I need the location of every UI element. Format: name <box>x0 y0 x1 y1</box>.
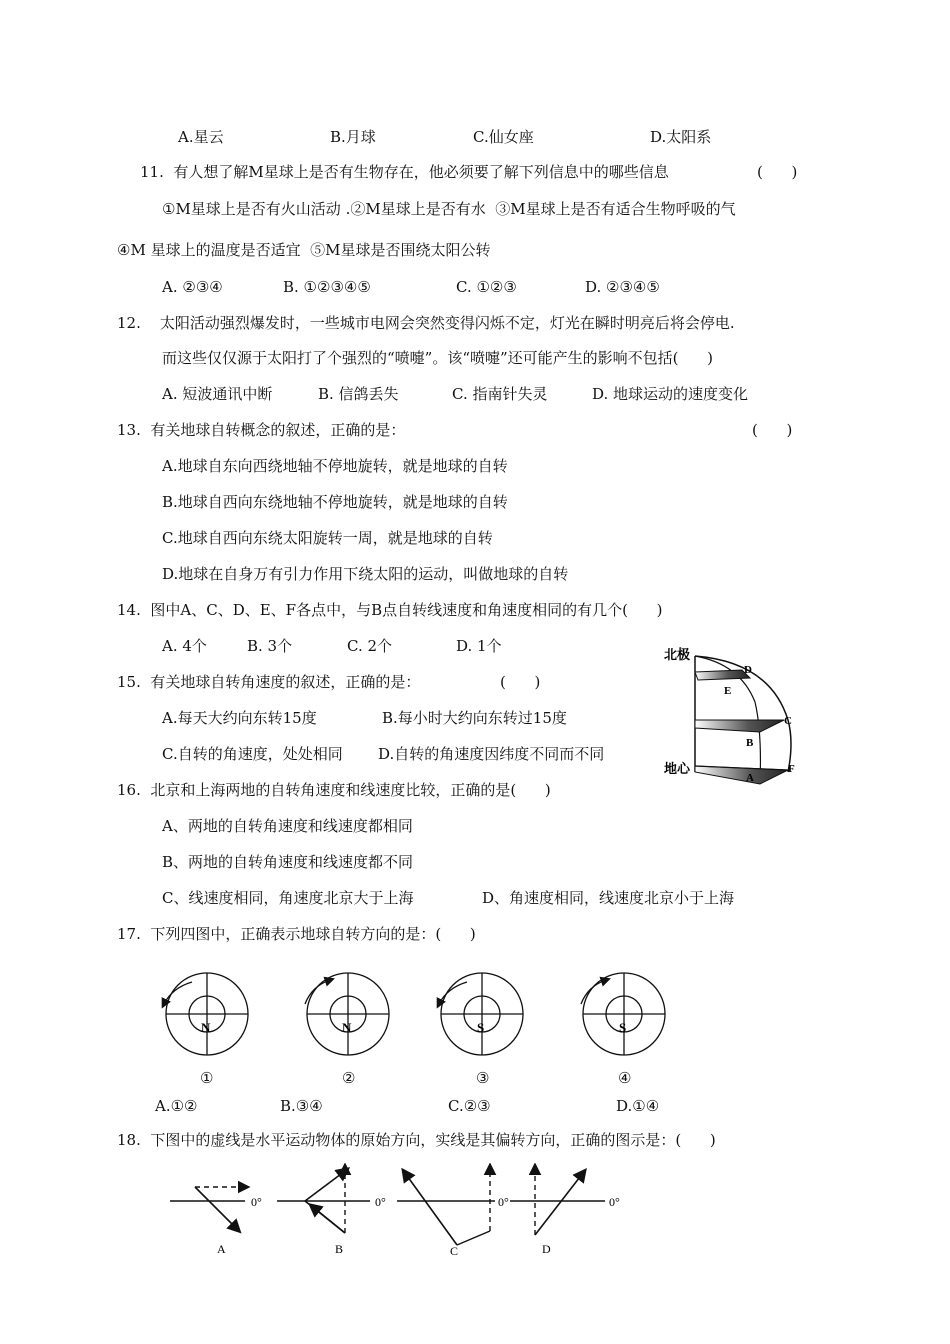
diagram-number-2: ② <box>342 1069 356 1087</box>
q13-option-d: D.地球在自身万有引力作用下绕太阳的运动，叫做地球的自转 <box>162 565 569 583</box>
q13-answer-paren: ( ) <box>752 421 793 439</box>
earth-center-label: 地心 <box>664 761 691 776</box>
q14-option-d: D. 1个 <box>456 637 502 655</box>
point-c-label: C <box>784 715 792 727</box>
diagram-label-d: D <box>542 1242 551 1256</box>
q13-option-c: C.地球自西向东绕太阳旋转一周，就是地球的自转 <box>162 529 493 547</box>
q18-stem: 18. 下图中的虚线是水平运动物体的原始方向，实线是其偏转方向，正确的图示是：( ) <box>117 1131 716 1149</box>
diagram-4 <box>581 973 665 1055</box>
q13-option-b: B.地球自西向东绕地轴不停地旋转，就是地球的自转 <box>162 493 508 511</box>
q12-stem-line2: 而这些仅仅源于太阳打了个强烈的“喷嚏”。该“喷嚏”还可能产生的影响不包括( ) <box>162 349 713 367</box>
point-a-label: A <box>746 772 754 784</box>
q12-option-b: B. 信鸽丢失 <box>318 385 399 403</box>
q10-option-b: B.月球 <box>330 128 376 146</box>
q12-option-d: D. 地球运动的速度变化 <box>592 385 749 403</box>
zero-degree-a: 0° <box>251 1195 262 1209</box>
q13-option-a: A.地球自东向西绕地轴不停地旋转，就是地球的自转 <box>162 457 508 475</box>
q16-option-c: C、线速度相同，角速度北京大于上海 <box>162 889 414 907</box>
q13-stem: 13. 有关地球自转概念的叙述，正确的是： <box>117 421 406 439</box>
q10-option-a: A.星云 <box>178 128 224 146</box>
q17-option-c: C.②③ <box>448 1097 491 1115</box>
diagram-2 <box>305 973 389 1055</box>
q11-option-a: A. ②③④ <box>162 278 223 296</box>
q15-option-b: B.每小时大约向东转过15度 <box>382 709 567 727</box>
zero-degree-d: 0° <box>609 1195 620 1209</box>
q17-option-b: B.③④ <box>280 1097 323 1115</box>
q10-option-c: C.仙女座 <box>473 128 534 146</box>
diagram-1 <box>164 973 248 1055</box>
diagram-number-3: ③ <box>476 1069 490 1087</box>
deflection-diagram-a <box>170 1187 245 1229</box>
diagram-label-a: A <box>217 1242 226 1256</box>
diagram-number-4: ④ <box>618 1069 632 1087</box>
diagram-label-b: B <box>335 1242 344 1256</box>
q17-stem: 17. 下列四图中，正确表示地球自转方向的是：( ) <box>117 925 476 943</box>
point-d-label: D <box>744 664 752 676</box>
q17-option-d: D.①④ <box>616 1097 660 1115</box>
zero-degree-c: 0° <box>498 1195 509 1209</box>
rotation-direction-diagrams <box>150 966 680 1062</box>
zero-degree-b: 0° <box>375 1195 386 1209</box>
point-e-label: E <box>724 685 732 697</box>
q12-stem-line1: 12. 太阳活动强烈爆发时，一些城市电网会突然变得闪烁不定，灯光在瞬时明亮后将会停电. <box>117 314 735 332</box>
q12-option-a: A. 短波通讯中断 <box>162 385 273 403</box>
north-pole-label: 北极 <box>664 647 691 662</box>
q14-stem: 14. 图中A、C、D、E、F各点中，与B点自转线速度和角速度相同的有几个( ) <box>117 601 663 619</box>
diagram-3 <box>439 973 523 1055</box>
pole-label-3: S <box>477 1020 485 1035</box>
q14-option-b: B. 3个 <box>247 637 293 655</box>
q11-option-b: B. ①②③④⑤ <box>283 278 371 296</box>
pole-label-2: N <box>342 1020 352 1035</box>
q12-option-c: C. 指南针失灵 <box>452 385 548 403</box>
q15-option-d: D.自转的角速度因纬度不同而不同 <box>378 745 605 763</box>
q15-stem: 15. 有关地球自转角速度的叙述，正确的是： <box>117 673 421 691</box>
q11-answer-paren: ( ) <box>757 163 798 181</box>
deflection-diagrams <box>165 1163 635 1263</box>
q14-option-c: C. 2个 <box>347 637 393 655</box>
pole-label-4: S <box>619 1020 627 1035</box>
q15-option-a: A.每天大约向东转15度 <box>162 709 317 727</box>
q16-option-a: A、两地的自转角速度和线速度都相同 <box>162 817 413 835</box>
pole-label-1: N <box>201 1020 211 1035</box>
diagram-number-1: ① <box>200 1069 214 1087</box>
q10-option-d: D.太阳系 <box>650 128 712 146</box>
earth-rotation-section-diagram <box>660 642 810 792</box>
q11-items-line1: ①M星球上是否有火山活动 .②M星球上是否有水 ③M星球上是否有适合生物呼吸的气 <box>162 200 736 218</box>
q15-answer-paren: ( ) <box>500 673 541 691</box>
q11-items-line2: ④M 星球上的温度是否适宜 ⑤M星球是否围绕太阳公转 <box>117 241 491 259</box>
point-b-label: B <box>746 737 754 749</box>
q11-option-c: C. ①②③ <box>456 278 517 296</box>
q17-option-a: A.①② <box>155 1097 198 1115</box>
q11-stem: 11. 有人想了解M星球上是否有生物存在，他必须要了解下列信息中的哪些信息 <box>140 163 669 181</box>
q16-option-b: B、两地的自转角速度和线速度都不同 <box>162 853 414 871</box>
deflection-diagram-c <box>397 1168 495 1245</box>
point-f-label: F <box>788 763 795 775</box>
q15-option-c: C.自转的角速度，处处相同 <box>162 745 343 763</box>
q14-option-a: A. 4个 <box>162 637 207 655</box>
deflection-diagram-d <box>510 1168 605 1235</box>
diagram-label-c: C <box>450 1244 459 1258</box>
q11-option-d: D. ②③④⑤ <box>585 278 660 296</box>
deflection-diagram-b <box>277 1168 370 1233</box>
q16-option-d: D、角速度相同，线速度北京小于上海 <box>482 889 735 907</box>
q16-stem: 16. 北京和上海两地的自转角速度和线速度比较，正确的是( ) <box>117 781 551 799</box>
